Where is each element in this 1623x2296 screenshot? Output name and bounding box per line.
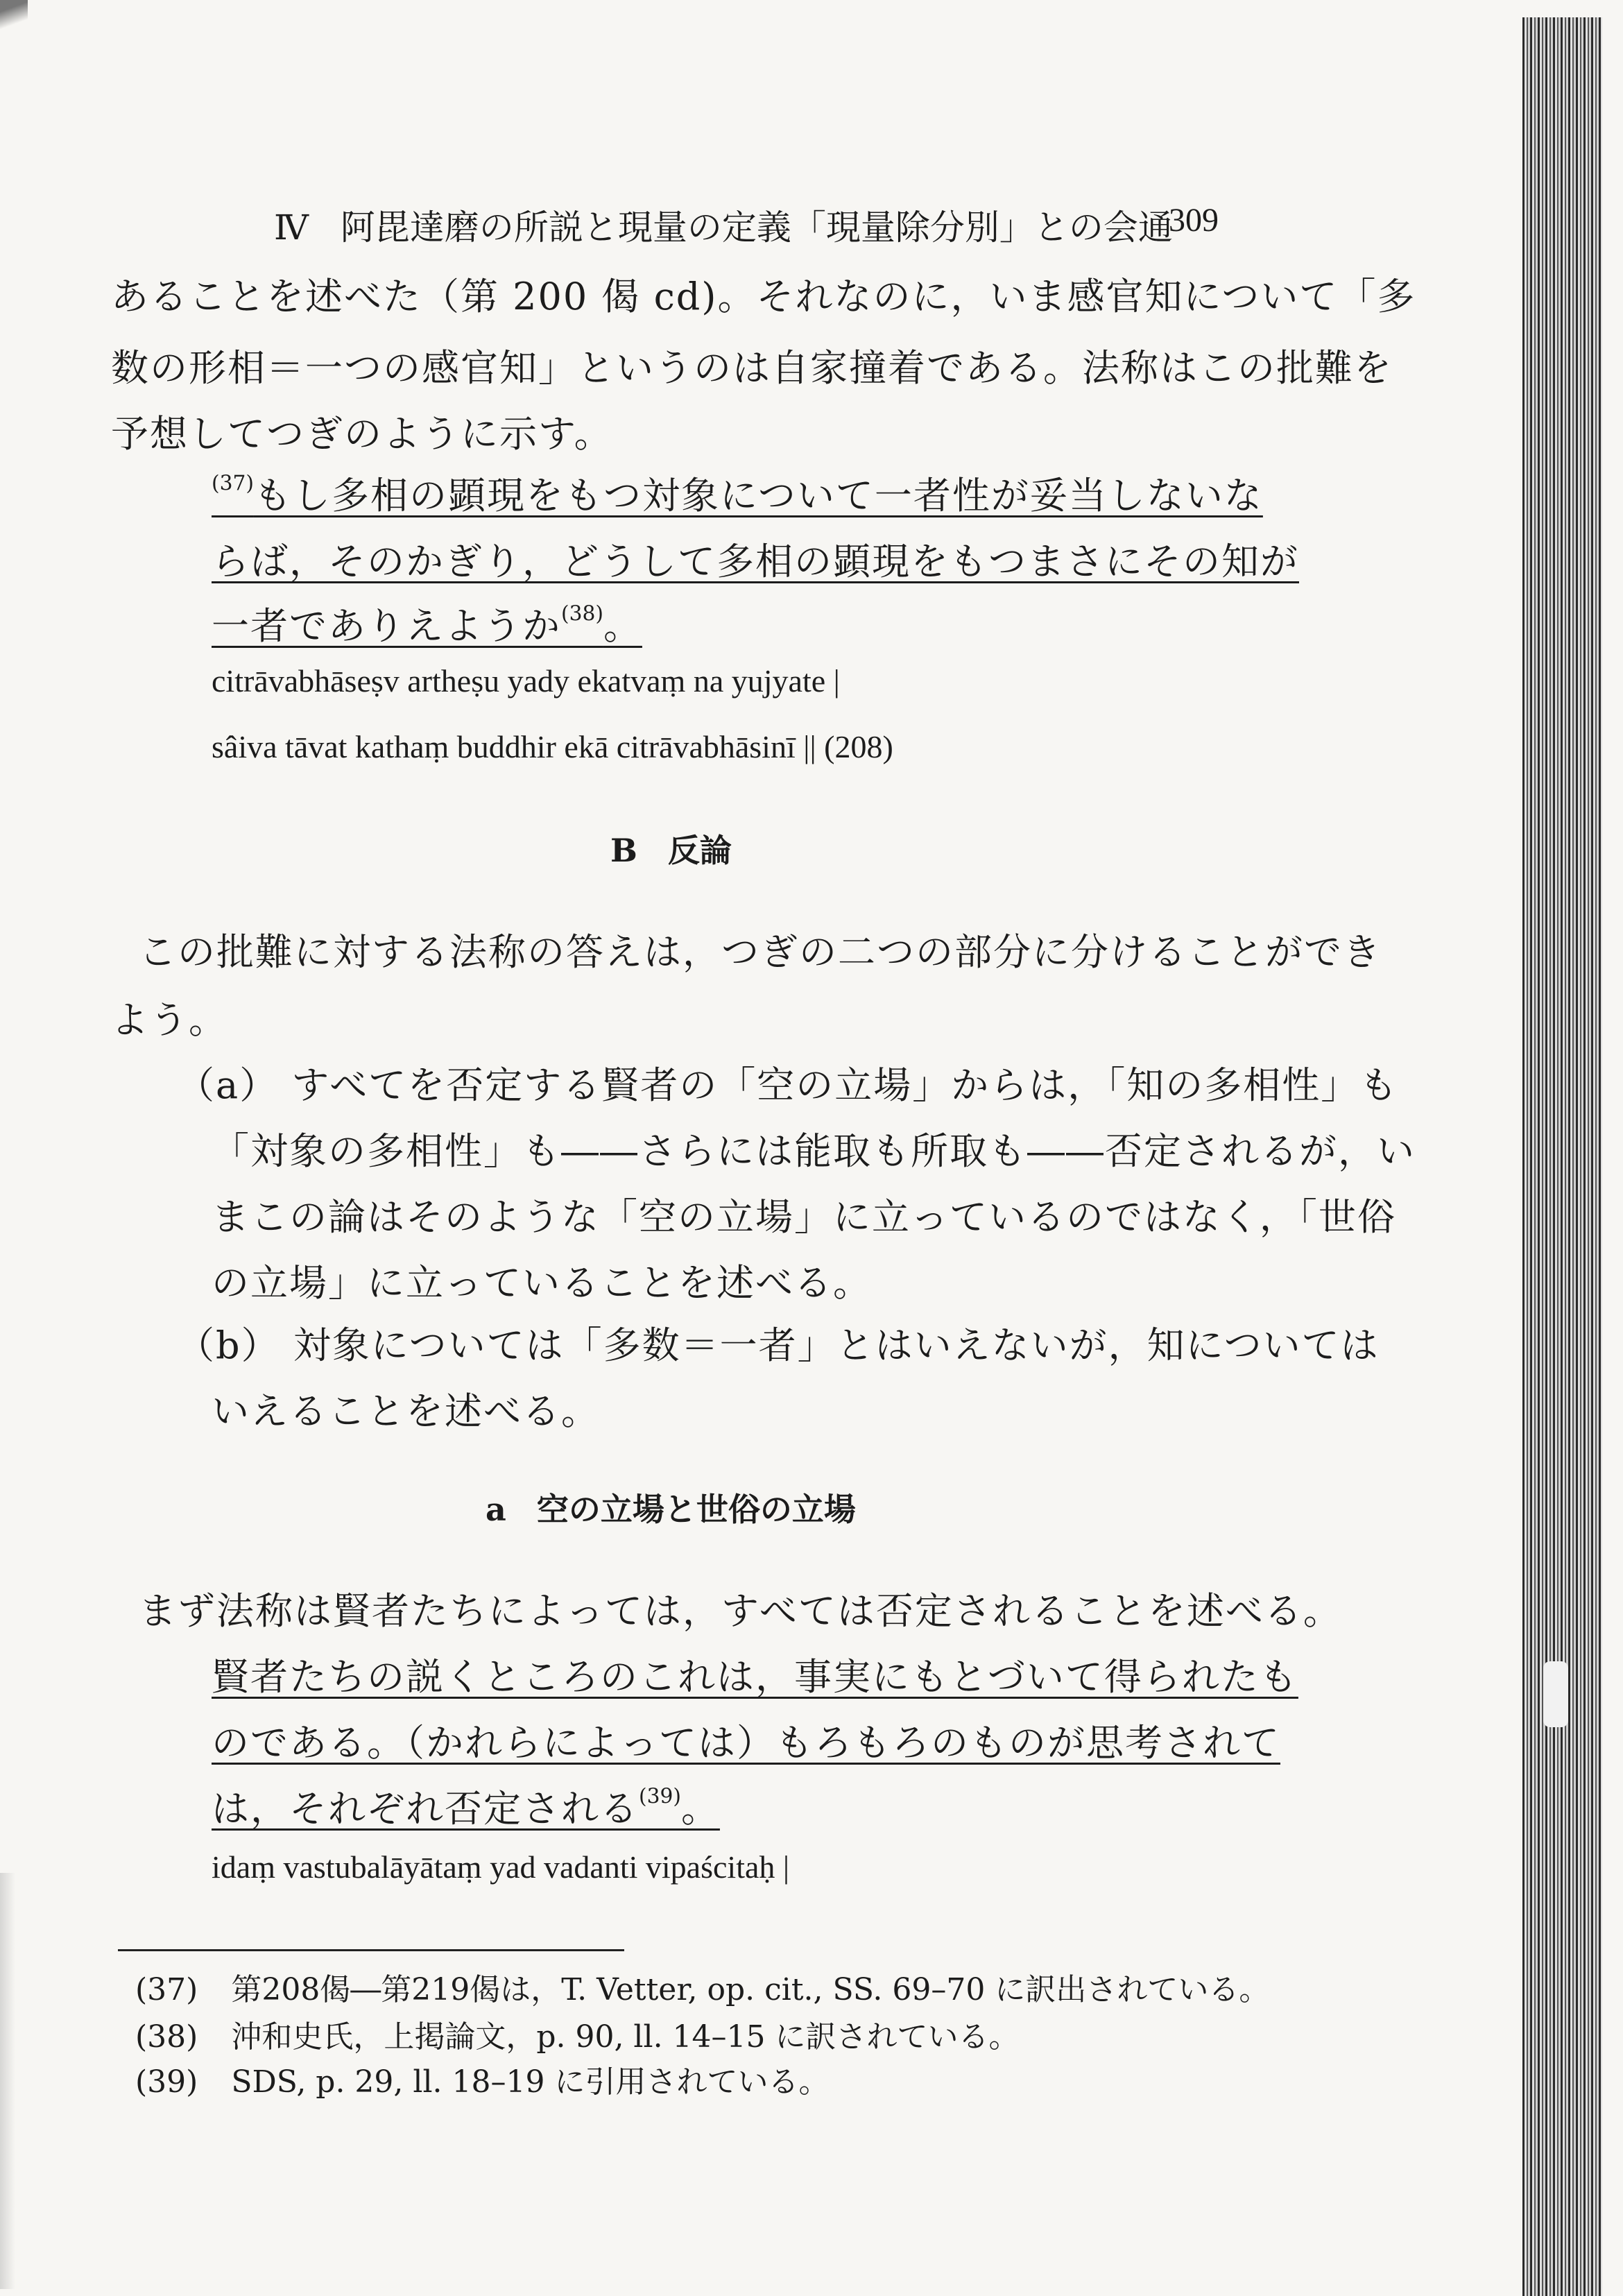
section-title-b: 反論 xyxy=(667,832,732,869)
page-edge-notch xyxy=(1543,1661,1568,1727)
footnote-38-text: 沖和史氏，上掲論文，p. 90, ll. 14–15 に訳されている。 xyxy=(231,2019,1020,2055)
footnote-39 xyxy=(135,2057,829,2101)
sanskrit-208-line-2: sâiva tāvat kathaṃ buddhir ekā citrāvabhāsinī || (208) xyxy=(212,729,893,764)
sanskrit-208-line-1: citrāvabhāseṣv artheṣu yady ekatvaṃ na yujyate | xyxy=(212,663,840,699)
section-title-a: 空の立場と世俗の立場 xyxy=(536,1491,856,1528)
item-a-line-4: の立場」に立っていることを述べる。 xyxy=(212,1261,872,1305)
footnote-37 xyxy=(135,1964,1269,2009)
section-letter-a: a xyxy=(486,1491,506,1528)
scan-corner-shadow xyxy=(0,0,28,55)
chapter-title: 阿毘達磨の所説と現量の定義「現量除分別」との会通 xyxy=(340,207,1173,248)
section-heading-b xyxy=(610,825,732,871)
section-heading-a xyxy=(486,1484,856,1530)
item-a-line-1: （a） すべてを否定する賢者の「空の立場」からは，「知の多相性」も xyxy=(177,1063,1399,1107)
footnote-38 xyxy=(135,2012,1020,2056)
intro-line-3: 予想してつぎのように示す。 xyxy=(111,412,613,456)
quote-39-end-punct: 。 xyxy=(680,1787,720,1831)
footnote-ref-37: (37) xyxy=(212,471,254,496)
b-intro-line-2: よう。 xyxy=(111,998,227,1042)
quote-37-end-punct: 。 xyxy=(603,604,642,648)
scan-left-edge xyxy=(0,1873,15,2289)
quote-37-line-1 xyxy=(212,466,1263,520)
section-letter-b: B xyxy=(610,832,637,869)
page-edge-strip xyxy=(1522,17,1602,2296)
footnote-ref-39: (39) xyxy=(639,1784,681,1809)
quote-39-text-3: は，それぞれ否定される xyxy=(212,1787,639,1831)
footnote-divider xyxy=(118,1949,624,1951)
quote-37-text-3: 一者でありえようか xyxy=(212,604,561,648)
chapter-numeral: Ⅳ xyxy=(274,207,309,248)
intro-line-1: あることを述べた（第 200 偈 cd)。それなのに，いま感官知について「多 xyxy=(111,275,1416,318)
footnote-37-number: (37) xyxy=(135,1972,198,2007)
intro-line-2: 数の形相＝一つの感官知」というのは自家撞着である。法称はこの批難を xyxy=(111,346,1393,390)
quote-37-line-2: らば，そのかぎり，どうして多相の顕現をもつまさにその知が xyxy=(212,540,1299,583)
footnote-37-text: 第208偈―第219偈は，T. Vetter, op. cit., SS. 69–70 に訳出されている。 xyxy=(231,1972,1270,2007)
quote-37-line-3 xyxy=(212,597,642,650)
footnote-39-text: SDS, p. 29, ll. 18–19 に引用されている。 xyxy=(231,2064,830,2100)
item-a-line-2: 「対象の多相性」も――さらには能取も所取も――否定されるが，い xyxy=(212,1129,1416,1173)
quote-39-line-1: 賢者たちの説くところのこれは，事実にもとづいて得られたも xyxy=(212,1655,1298,1699)
quote-37-text-1: もし多相の顕現をもつ対象について一者性が妥当しないな xyxy=(253,474,1263,517)
page-number: 309 xyxy=(1169,202,1219,239)
quote-39-line-3 xyxy=(212,1779,720,1833)
footnote-ref-38: (38) xyxy=(561,601,603,626)
item-b-line-1: （b） 対象については「多数＝一者」とはいえないが，知については xyxy=(177,1323,1380,1367)
running-header xyxy=(274,200,1173,250)
b-intro-line-1: この批難に対する法称の答えは，つぎの二つの部分に分けることができ xyxy=(139,930,1382,974)
footnote-39-number: (39) xyxy=(135,2064,198,2100)
a-intro-line: まず法称は賢者たちによっては，すべては否定されることを述べる。 xyxy=(139,1589,1342,1633)
footnote-38-number: (38) xyxy=(135,2019,198,2055)
item-b-line-2: いえることを述べる。 xyxy=(212,1389,600,1433)
item-a-line-3: まこの論はそのような「空の立場」に立っているのではなく，「世俗 xyxy=(212,1195,1396,1239)
sanskrit-tail-line: idaṃ vastubalāyātaṃ yad vadanti vipaścitaḥ | xyxy=(212,1849,790,1885)
quote-39-line-2: のである。（かれらによっては）もろもろのものが思考されて xyxy=(212,1721,1280,1765)
